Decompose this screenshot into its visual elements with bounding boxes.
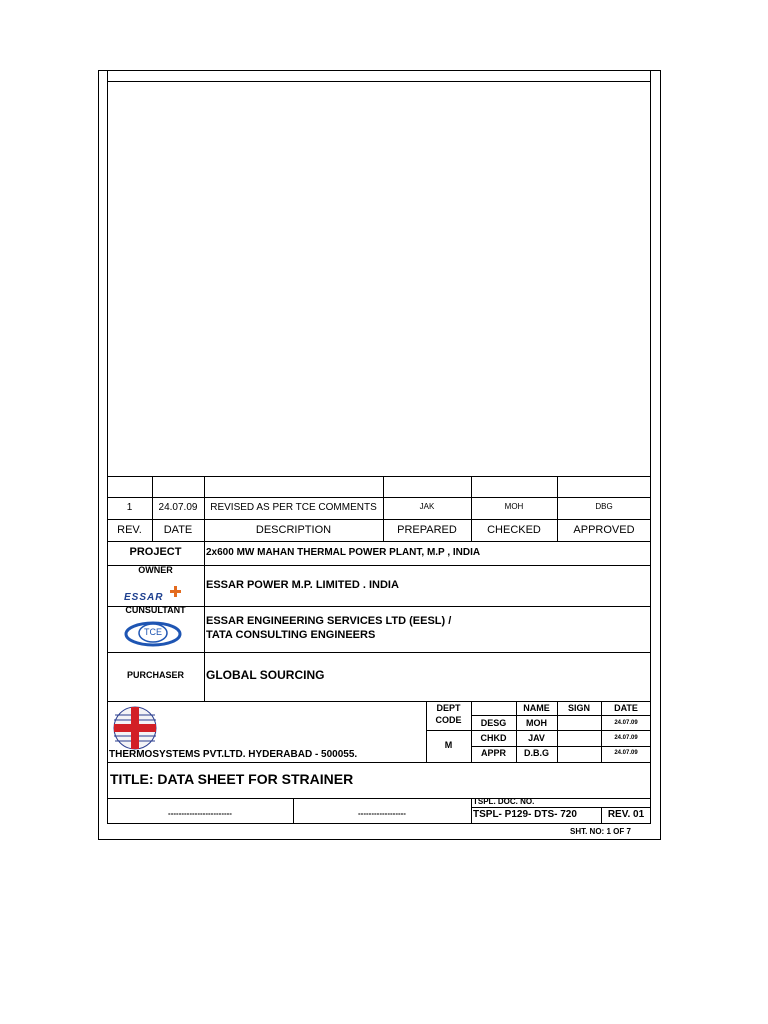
- doc-blank-2: ------------------: [358, 809, 406, 818]
- signoff-line-1: [471, 715, 651, 716]
- doc-number-label: TSPL. DOC. NO.: [473, 797, 535, 806]
- rev-header-checked: CHECKED: [487, 524, 541, 536]
- doc-revision: REV. 01: [607, 809, 645, 820]
- dept-label-line2: CODE: [435, 715, 462, 725]
- rev-header-rev: REV.: [117, 524, 142, 536]
- rev-line-1: [107, 476, 651, 477]
- rev-header-description: DESCRIPTION: [255, 524, 332, 536]
- owner-label: OWNER: [138, 565, 173, 575]
- doc-number: TSPL- P129- DTS- 720: [473, 809, 577, 820]
- rev-checked: MOH: [504, 502, 524, 511]
- project-value: 2x600 MW MAHAN THERMAL POWER PLANT, M.P , INDIA: [206, 547, 481, 558]
- rev-header-date: DATE: [163, 524, 193, 536]
- signoff-date-2: 24.07.09: [614, 735, 638, 741]
- doc-label-line: [471, 807, 651, 808]
- sheet-number: SHT. NO: 1 OF 7: [570, 827, 631, 836]
- signoff-line-3: [471, 746, 651, 747]
- rev-header-approved: APPROVED: [573, 524, 635, 536]
- dept-label-line1: DEPT: [436, 703, 461, 713]
- signoff-header-sign: SIGN: [567, 703, 590, 713]
- title-top-line: [107, 762, 651, 763]
- rev-approved: DBG: [595, 502, 613, 511]
- signoff-name-2: JAV: [528, 733, 545, 743]
- frame-top-line: [107, 81, 651, 82]
- signoff-desg-1: DESG: [480, 718, 507, 728]
- vendor-name: THERMOSYSTEMS PVT.LTD. HYDERABAD - 500055.: [109, 749, 358, 760]
- signoff-name-1: MOH: [526, 718, 547, 728]
- signoff-date-1: 24.07.09: [614, 720, 638, 726]
- info-line-4: [107, 701, 651, 702]
- signoff-name-3: D.B.G: [523, 748, 549, 758]
- purchaser-label: PURCHASER: [126, 670, 184, 680]
- signoff-desg-3: APPR: [480, 748, 506, 758]
- tce-logo-text: TCE: [144, 627, 162, 637]
- essar-logo-text: ESSAR: [124, 592, 164, 603]
- owner-value: ESSAR POWER M.P. LIMITED . INDIA: [206, 579, 399, 591]
- essar-logo: [124, 584, 190, 604]
- consultant-value-line2: TATA CONSULTING ENGINEERS: [206, 629, 376, 641]
- dept-divider: [426, 730, 471, 731]
- doc-blank-1: ------------------------: [168, 809, 232, 818]
- signoff-date-3: 24.07.09: [614, 750, 638, 756]
- signoff-line-2: [471, 730, 651, 731]
- rev-date: 24.07.09: [158, 502, 198, 513]
- rev-line-2: [107, 497, 651, 498]
- purchaser-value: GLOBAL SOURCING: [206, 668, 325, 682]
- rev-description: REVISED AS PER TCE COMMENTS: [210, 502, 377, 513]
- tce-logo: [124, 619, 182, 649]
- document-title: TITLE: DATA SHEET FOR STRAINER: [110, 771, 354, 787]
- project-label: PROJECT: [129, 546, 182, 558]
- rev-number: 1: [126, 502, 133, 513]
- rev-line-3: [107, 519, 651, 520]
- consultant-value-line1: ESSAR ENGINEERING SERVICES LTD (EESL) /: [206, 615, 452, 627]
- consultant-label: CUNSULTANT: [125, 605, 186, 615]
- signoff-desg-2: CHKD: [480, 733, 507, 743]
- thermosystems-logo: [111, 705, 159, 751]
- title-bottom-line: [107, 798, 651, 799]
- rev-line-4: [107, 541, 651, 542]
- rev-header-prepared: PREPARED: [397, 524, 457, 536]
- rev-prepared: JAK: [419, 502, 435, 511]
- doc-col-2: [471, 798, 472, 824]
- dept-code: M: [444, 740, 453, 750]
- frame-bottom-line: [107, 823, 651, 824]
- info-line-3: [107, 652, 651, 653]
- signoff-header-date: DATE: [614, 703, 638, 713]
- signoff-header-name: NAME: [523, 703, 550, 713]
